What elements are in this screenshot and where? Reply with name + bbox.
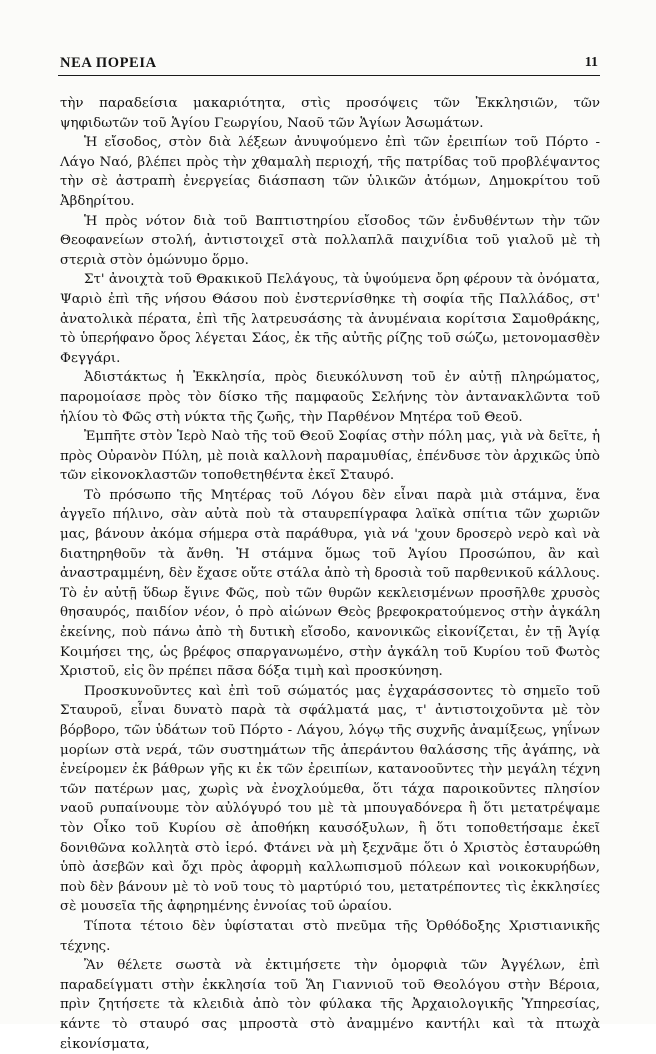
paragraph-angels-veroia: Ἂν θέλετε σωστὰ νὰ ἐκτιμήσετε τὴν ὀμορφιὰ τῶν Ἀγγέλων, ἐπὶ παραδείγματι στὴν ἐκκλησία τοῦ Ἅη Γιαννιοῦ τοῦ Θεολόγου στὴν Βέροια, πρὶν ζητήσετε τὰ κλειδιὰ ἀπὸ τὸν φύλακα τῆς Ἀρχαιολογικῆς Ὑπηρεσίας, κάντε τὸ σταυρό σας μπροστὰ στὸ ἀναμμένο καντήλι καὶ τὰ πτωχὰ εἰκονίσματα, <box>60 958 600 1052</box>
journal-title: ΝΕΑ ΠΟΡΕΙΑ <box>60 55 157 71</box>
paragraph-baptistery: Ἡ πρὸς νότον διὰ τοῦ Βαπτιστηρίου εἴσοδος τῶν ἐνδυθέντων τὴν τῶν Θεοφανείων στολή, ἀντιστοιχεῖ στὰ πολλαπλᾶ παιχνίδια τοῦ γιαλοῦ μὲ τὴ στεριὰ στὸν ὁμώνυμο ὅρμο. <box>60 213 600 268</box>
paragraph-church-moon: Ἀδιστάκτως ἡ Ἐκκλησία, πρὸς διευκόλυνση τοῦ ἐν αὐτῇ πληρώματος, παρομοίασε πρὸς τὸν δίσκο τῆς παμφαοῦς Σελήνης τὸν ἀντανακλῶντα τοῦ ἡλίου τὸ Φῶς στὴ νύκτα τῆς ζωῆς, τὴν Παρθένον Μητέρα τοῦ Θεοῦ. <box>60 370 600 425</box>
paragraph-sign-of-cross: Προσκυνοῦντες καὶ ἐπὶ τοῦ σώματός μας ἐγχαράσσοντες τὸ σημεῖο τοῦ Σταυροῦ, εἶναι δυνατὸ παρὰ τὰ σφάλματά μας, τ' ἀντιστοιχοῦντα μὲ τὸν βόρβορο, τῶν ὑδάτων τοῦ Πόρτο - Λάγου, λόγῳ τῆς συχνῆς ἀναμίξεως, γηΐνων μορίων στὰ νερά, τῶν συστημάτων τῆς ἀπεράντου θαλάσσης τῆς ἀγάπης, νὰ ἐνείρομεν ἐκ βάθρων γῆς κι ἐκ τῶν ἐρειπίων, κατανοοῦντες τὴν μεγάλη τέχνη τῶν πατέρων μας, χωρὶς νὰ ἐνοχλούμεθα, ὅτι τάχα παροικοῦντες πλησίον ναοῦ ρυπαίνουμε τὸν αὐλόγυρό του μὲ τὰ μπουγαδόνερα ἢ ὅτι μετατρέψαμε τὸν Οἶκο τοῦ Κυρίου σὲ ἀποθήκη καυσόξυλων, ἢ ὅτι τοποθετήσαμε ἐκεῖ δονιθῶνα κολλητὰ στὸ ἱερό. Φτάνει νὰ μὴ ξεχνᾶμε ὅτι ὁ Χριστὸς ἐσταυρώθη ὑπὸ ἀσεβῶν καὶ ὄχι πρὸς ἀφορμὴ καλλωπισμοῦ πόλεων καὶ νοικοκυρήδων, ποὺ δὲν βάνουν μὲ τὸ νοῦ τους τὸ μαρτύριό του, μετατρέποντες τὶς ἐκκλησίες σὲ μουσεῖα τῆς ἀφηρημένης ἐννοίας τοῦ ὡραίου. <box>60 683 600 915</box>
paragraph-hagia-sophia: Ἐμπῆτε στὸν Ἱερὸ Ναὸ τῆς τοῦ Θεοῦ Σοφίας στὴν πόλη μας, γιὰ νὰ δεῖτε, ἡ πρὸς Οὐρανὸν Πύλη, μὲ ποιὰ καλλονὴ παραμυθίας, ἐπένδυσε τὸν ἀρχικῶς ὑπὸ τῶν εἰκονοκλαστῶν τοποθετηθέντα ἐκεῖ Σταυρό. <box>60 429 600 484</box>
paragraph-orthodox-art: Τίποτα τέτοιο δὲν ὑφίσταται στὸ πνεῦμα τῆς Ὀρθόδοξης Χριστιανικῆς τέχνης. <box>60 918 600 954</box>
body-text <box>60 94 600 1054</box>
paragraph-continuation: τὴν παραδείσια μακαριότητα, στὶς προσόψεις τῶν Ἐκκλησιῶν, τῶν ψηφιδωτῶν τοῦ Ἁγίου Γεωργίου, Ναοῦ τῶν Ἁγίων Ἀσωμάτων. <box>60 96 600 131</box>
paragraph-entrance: Ἡ εἴσοδος, στὸν διὰ λέξεων ἀνυψούμενο ἐπὶ τῶν ἐρειπίων τοῦ Πόρτο - Λάγο Ναό, βλέπει πρὸς τὴν χθαμαλὴ περιοχή, τῆς πατρίδας τοῦ προβλέψαντος τὴν σὲ ἀστραπὴ ἐνεργείας διάσπαση τῶν ὑλικῶν ἀτόμων, Δημοκρίτου τοῦ Ἀβδηρίτου. <box>60 135 600 209</box>
running-header <box>58 55 600 76</box>
paragraph-thracian-sea: Στ' ἀνοιχτὰ τοῦ Θρακικοῦ Πελάγους, τὰ ὑψούμενα ὄρη φέρουν τὰ ὀνόματα, Ψαριὸ ἐπὶ τῆς νήσου Θάσου ποὺ ἐνστερνίσθηκε τὴ σοφία τῆς Παλλάδος, στ' ἀνατολικὰ πέρατα, ἐπὶ τῆς λατρευσάσης τὰ ἀνυμέναια κορίτσια Σαμοθράκης, τὸ ὑπερήφανο ὄρος λέγεται Σάος, ἐκ τῆς αὐτῆς ρίζης τοῦ σώζω, μετονομασθὲν Φεγγάρι. <box>60 272 600 366</box>
paragraph-mother-of-logos: Τὸ πρόσωπο τῆς Μητέρας τοῦ Λόγου δὲν εἶναι παρὰ μιὰ στάμνα, ἕνα ἀγγεῖο πήλινο, σὰν αὐτὰ ποὺ τὰ σταυρεπίγραφα λαϊκὰ σπίτια τῶν χωριῶν μας, βάνουν ἀκόμα σήμερα στὰ παράθυρα, γιὰ νά 'χουν δροσερὸ νερὸ καὶ νὰ διατηρηθοῦν τὰ ἄνθη. Ἡ στάμνα ὅμως τοῦ Ἁγίου Προσώπου, ἂν καὶ ἀναστραμμένη, δὲν ἔχασε οὔτε στάλα ἀπὸ τὴ δροσιὰ τοῦ παρθενικοῦ κάλλους. Τὸ ἐν αὐτῇ ὕδωρ ἔγινε Φῶς, ποὺ τῶν θυρῶν κεκλεισμένων προσῆλθε χρυσὸς θησαυρός, παιδίον νέον, ὁ πρὸ αἰώνων Θεὸς βρεφοκρατούμενος στὴν ἀγκάλη ἐκείνης, ποὺ πάνω ἀπὸ τὴ δυτικὴ εἴσοδο, κανονικῶς εἰκονίζεται, ἐν τῇ Ἁγίᾳ Κοιμήσει της, ὡς βρέφος σπαργανωμένο, στὴν ἀγκάλη τοῦ Κυρίου τοῦ Φωτὸς Χριστοῦ, εἰς ὃν πρέπει πᾶσα δόξα τιμὴ καὶ προσκύνηση. <box>60 487 600 680</box>
page-number: 11 <box>584 55 598 70</box>
